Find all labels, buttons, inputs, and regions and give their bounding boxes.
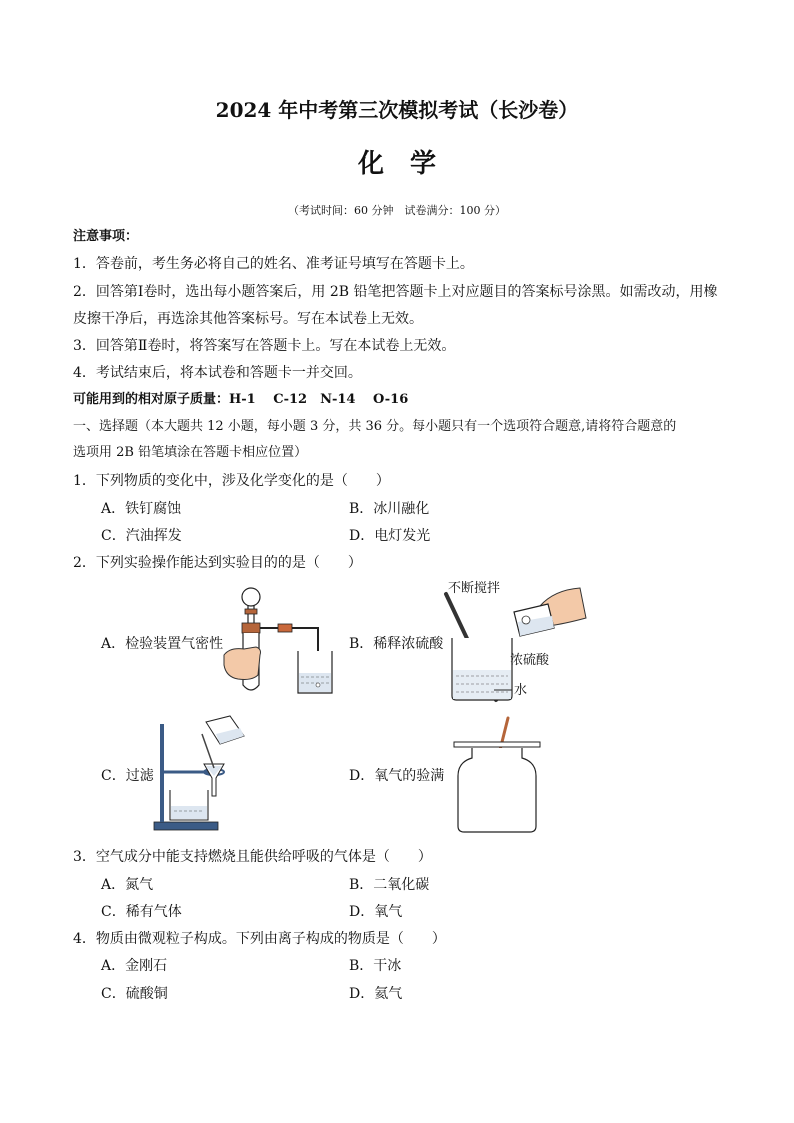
exam-title: 2024 年中考第三次模拟考试（长沙卷） — [215, 98, 579, 122]
q4-option-d: D．氦气 — [349, 986, 403, 1002]
q4-option-c: C．硫酸铜 — [101, 986, 168, 1002]
notice-heading: 注意事项： — [73, 229, 139, 244]
q2-option-c: C．过滤 — [101, 768, 154, 784]
notice-item: 皮擦干净后，再选涂其他答案标号。写在本试卷上无效。 — [73, 311, 423, 327]
atomic-masses: 可能用到的相对原子质量：H-1 C-12 N-14 O-16 — [73, 392, 409, 407]
notice-item: 2．回答第Ⅰ卷时，选出每小题答案后，用 2B 铅笔把答题卡上对应题目的答案标号涂黑。如需改动，用橡 — [73, 284, 718, 300]
q1-option-c: C．汽油挥发 — [101, 528, 182, 544]
subject-title: 化 学 — [357, 149, 436, 179]
q4-option-b: B．干冰 — [349, 958, 402, 974]
section-heading: 选项用 2B 铅笔填涂在答题卡相应位置） — [73, 445, 308, 460]
q3-option-a: A．氮气 — [101, 877, 154, 893]
exam-info: （考试时间：60 分钟 试卷满分：100 分） — [288, 204, 506, 217]
q4-option-a: A．金刚石 — [101, 958, 168, 974]
figure-oxygen-check — [450, 712, 560, 834]
q3-option-b: B．二氧化碳 — [349, 877, 430, 893]
q1-option-d: D．电灯发光 — [349, 528, 431, 544]
label-stir: 不断搅拌 — [448, 581, 501, 596]
question-3-stem: 3．空气成分中能支持燃烧且能供给呼吸的气体是（ ） — [73, 849, 432, 865]
notice-item: 4．考试结束后，将本试卷和答题卡一并交回。 — [73, 365, 362, 381]
label-acid: 浓硫酸 — [510, 653, 550, 668]
section-heading: 一、选择题（本大题共 12 小题，每小题 3 分，共 36 分。每小题只有一个选项符合题意,请将符合题意的 — [73, 419, 677, 434]
figure-airtightness-check — [218, 585, 338, 700]
q3-option-d: D．氧气 — [349, 904, 403, 920]
label-water: 水 — [514, 683, 528, 698]
question-2-stem: 2．下列实验操作能达到实验目的的是（ ） — [73, 555, 362, 571]
question-1-stem: 1．下列物质的变化中，涉及化学变化的是（ ） — [73, 473, 390, 489]
q2-option-a: A．检验装置气密性 — [101, 636, 224, 652]
q3-option-c: C．稀有气体 — [101, 904, 182, 920]
q1-option-b: B．冰川融化 — [349, 501, 430, 517]
q2-option-d: D．氧气的验满 — [349, 768, 445, 784]
notice-item: 1．答卷前，考生务必将自己的姓名、准考证号填写在答题卡上。 — [73, 256, 474, 272]
figure-filtration — [150, 712, 250, 834]
question-4-stem: 4．物质由微观粒子构成。下列由离子构成的物质是（ ） — [73, 931, 446, 947]
q1-option-a: A．铁钉腐蚀 — [101, 501, 182, 517]
notice-item: 3．回答第Ⅱ卷时，将答案写在答题卡上。写在本试卷上无效。 — [73, 338, 456, 354]
q2-option-b: B．稀释浓硫酸 — [349, 636, 444, 652]
